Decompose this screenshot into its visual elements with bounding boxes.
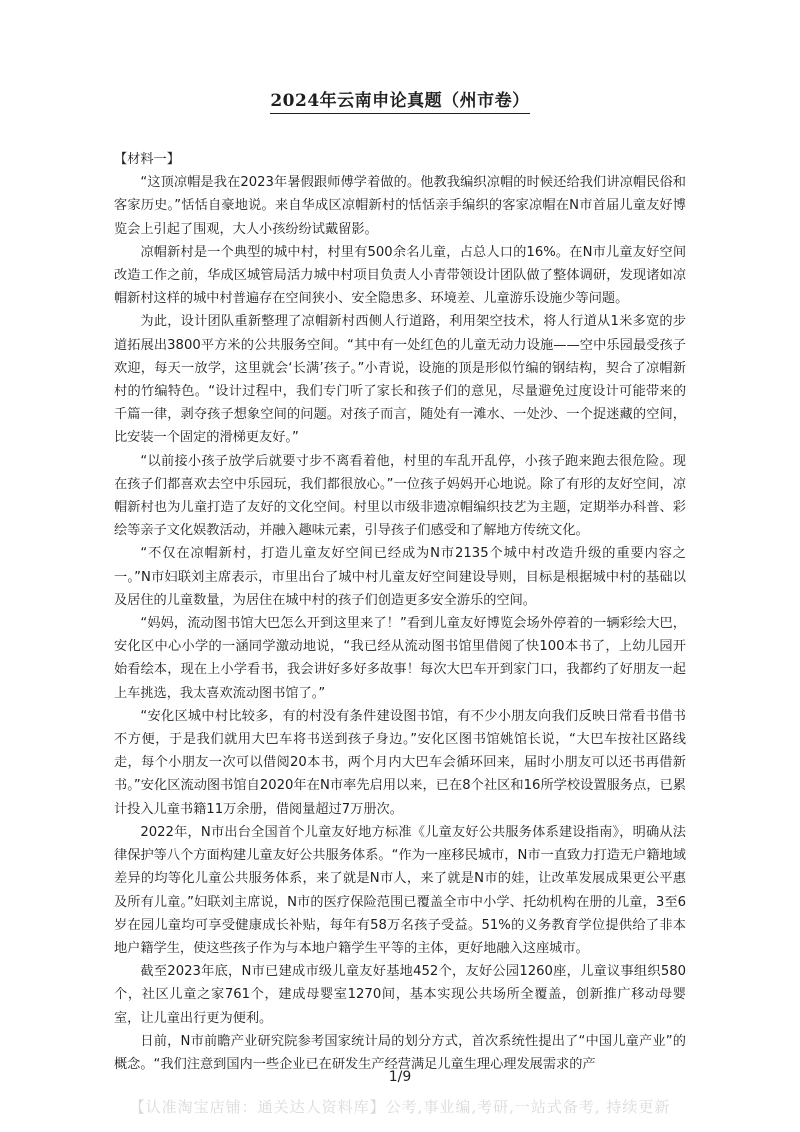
document-body — [114, 148, 686, 1076]
paragraph: 2022年，N市出台全国首个儿童友好地方标准《儿童友好公共服务体系建设指南》，明确从法律保护等八个方面构建儿童友好公共服务体系。“作为一座移民城市，N市一直致力打造无户籍地域差异的均等化儿童公共服务体系，来了就是N市人，来了就是N市的娃，让改革发展成果更公平惠及所有儿童。”妇联刘主席说，N市的医疗保险范围已覆盖全市中小学、托幼机构在册的儿童，3至6岁在园儿童均可享受健康成长补贴，每年有58万名孩子受益。51%的义务教育学位提供给了非本地户籍学生，使这些孩子作为与本地户籍学生平等的主体，更好地融入这座城市。 — [114, 824, 686, 956]
page-title — [0, 86, 800, 111]
page-title-text: 2024年云南申论真题（州市卷） — [270, 91, 529, 114]
paragraph: “这顶凉帽是我在2023年暑假跟师傅学着做的。他教我编织凉帽的时候还给我们讲凉帽民俗和客家历史。”恬恬自豪地说。来自华成区凉帽新村的恬恬亲手编织的客家凉帽在N市首届儿童友好博览会上引起了围观，大人小孩纷纷试戴留影。 — [114, 175, 686, 237]
paragraph: “不仅在凉帽新村，打造儿童友好空间已经成为N市2135个城中村改造升级的重要内容之一。”N市妇联刘主席表示，市里出台了城中村儿童友好空间建设导则，目标是根据城中村的基础以及居住的儿童数量，为居住在城中村的孩子们创造更多安全游乐的空间。 — [114, 546, 686, 608]
paragraph: 凉帽新村是一个典型的城中村，村里有500余名儿童，占总人口的16%。在N市儿童友好空间改造工作之前，华成区城管局活力城中村项目负责人小青带领设计团队做了整体调研，发现诸如凉帽新村这样的城中村普遍存在空间狭小、安全隐患多、环境差、儿童游乐设施少等问题。 — [114, 244, 686, 307]
paragraph: 日前，N市前瞻产业研究院参考国家统计局的划分方式，首次系统性提出了“中国儿童产业”的概念。“我们注意到国内一些企业已在研发生产经营满足儿童生理心理发展需求的产 — [114, 1033, 686, 1072]
paragraph: 为此，设计团队重新整理了凉帽新村西侧人行道路，利用架空技术，将人行道从1米多宽的步道拓展出3800平方米的公共服务空间。“其中有一处红色的儿童无动力设施——空中乐园最受孩子欢迎，每天一放学，这里就会‘长满’孩子。”小青说，设施的顶是形似竹编的钢结构，契合了凉帽新村的竹编特色。“设计过程中，我们专门听了家长和孩子们的意见，尽量避免过度设计可能带来的千篇一律，剥夺孩子想象空间的问题。对孩子而言，随处有一滩水、一处沙、一个捉迷藏的空间，比安装一个固定的滑梯更友好。” — [114, 314, 686, 446]
watermark-text: 【认准淘宝店铺：通关达人资料库】公考,事业编,考研,一站式备考, 持续更新 — [129, 1098, 671, 1116]
paragraph: “安化区城中村比较多，有的村没有条件建设图书馆，有不少小朋友向我们反映日常看书借书不方便，于是我们就用大巴车将书送到孩子身边。”安化区图书馆姚馆长说，“大巴车按社区路线走，每个小朋友一次可以借阅20本书，两个月内大巴车会循环回来，届时小朋友可以还书再借新书。”安化区流动图书馆自2020年在N市率先启用以来，已在8个社区和16所学校设置服务点，已累计投入儿童书籍11万余册，借阅量超过7万册次。 — [114, 708, 686, 817]
paragraph: 截至2023年底，N市已建成市级儿童友好基地452个，友好公园1260座，儿童议事组织580个，社区儿童之家761个，建成母婴室1270间，基本实现公共场所全覆盖，创新推广移动母婴室，让儿童出行更为便利。 — [114, 964, 686, 1026]
page-number: 1/9 — [388, 1069, 412, 1085]
paragraph: “以前接小孩子放学后就要寸步不离看着他，村里的车乱开乱停，小孩子跑来跑去很危险。现在孩子们都喜欢去空中乐园玩，我们都很放心。”一位孩子妈妈开心地说。除了有形的友好空间，凉帽新村也为儿童打造了友好的文化空间。村里以市级非遗凉帽编织技艺为主题，定期举办科普、彩绘等亲子文化娱教活动，并融入趣味元素，引导孩子们感受和了解地方传统文化。 — [114, 453, 686, 539]
material-label: 【材料一】 — [114, 152, 180, 167]
paragraph: “妈妈，流动图书馆大巴怎么开到这里来了！”看到儿童友好博览会场外停着的一辆彩绘大巴，安化区中心小学的一涵同学激动地说，“我已经从流动图书馆里借阅了快100本书了，上幼儿园开始看绘本，现在上小学看书，我会讲好多好多故事！每次大巴车开到家门口，我都约了好朋友一起上车挑选，我太喜欢流动图书馆了。” — [114, 616, 686, 701]
